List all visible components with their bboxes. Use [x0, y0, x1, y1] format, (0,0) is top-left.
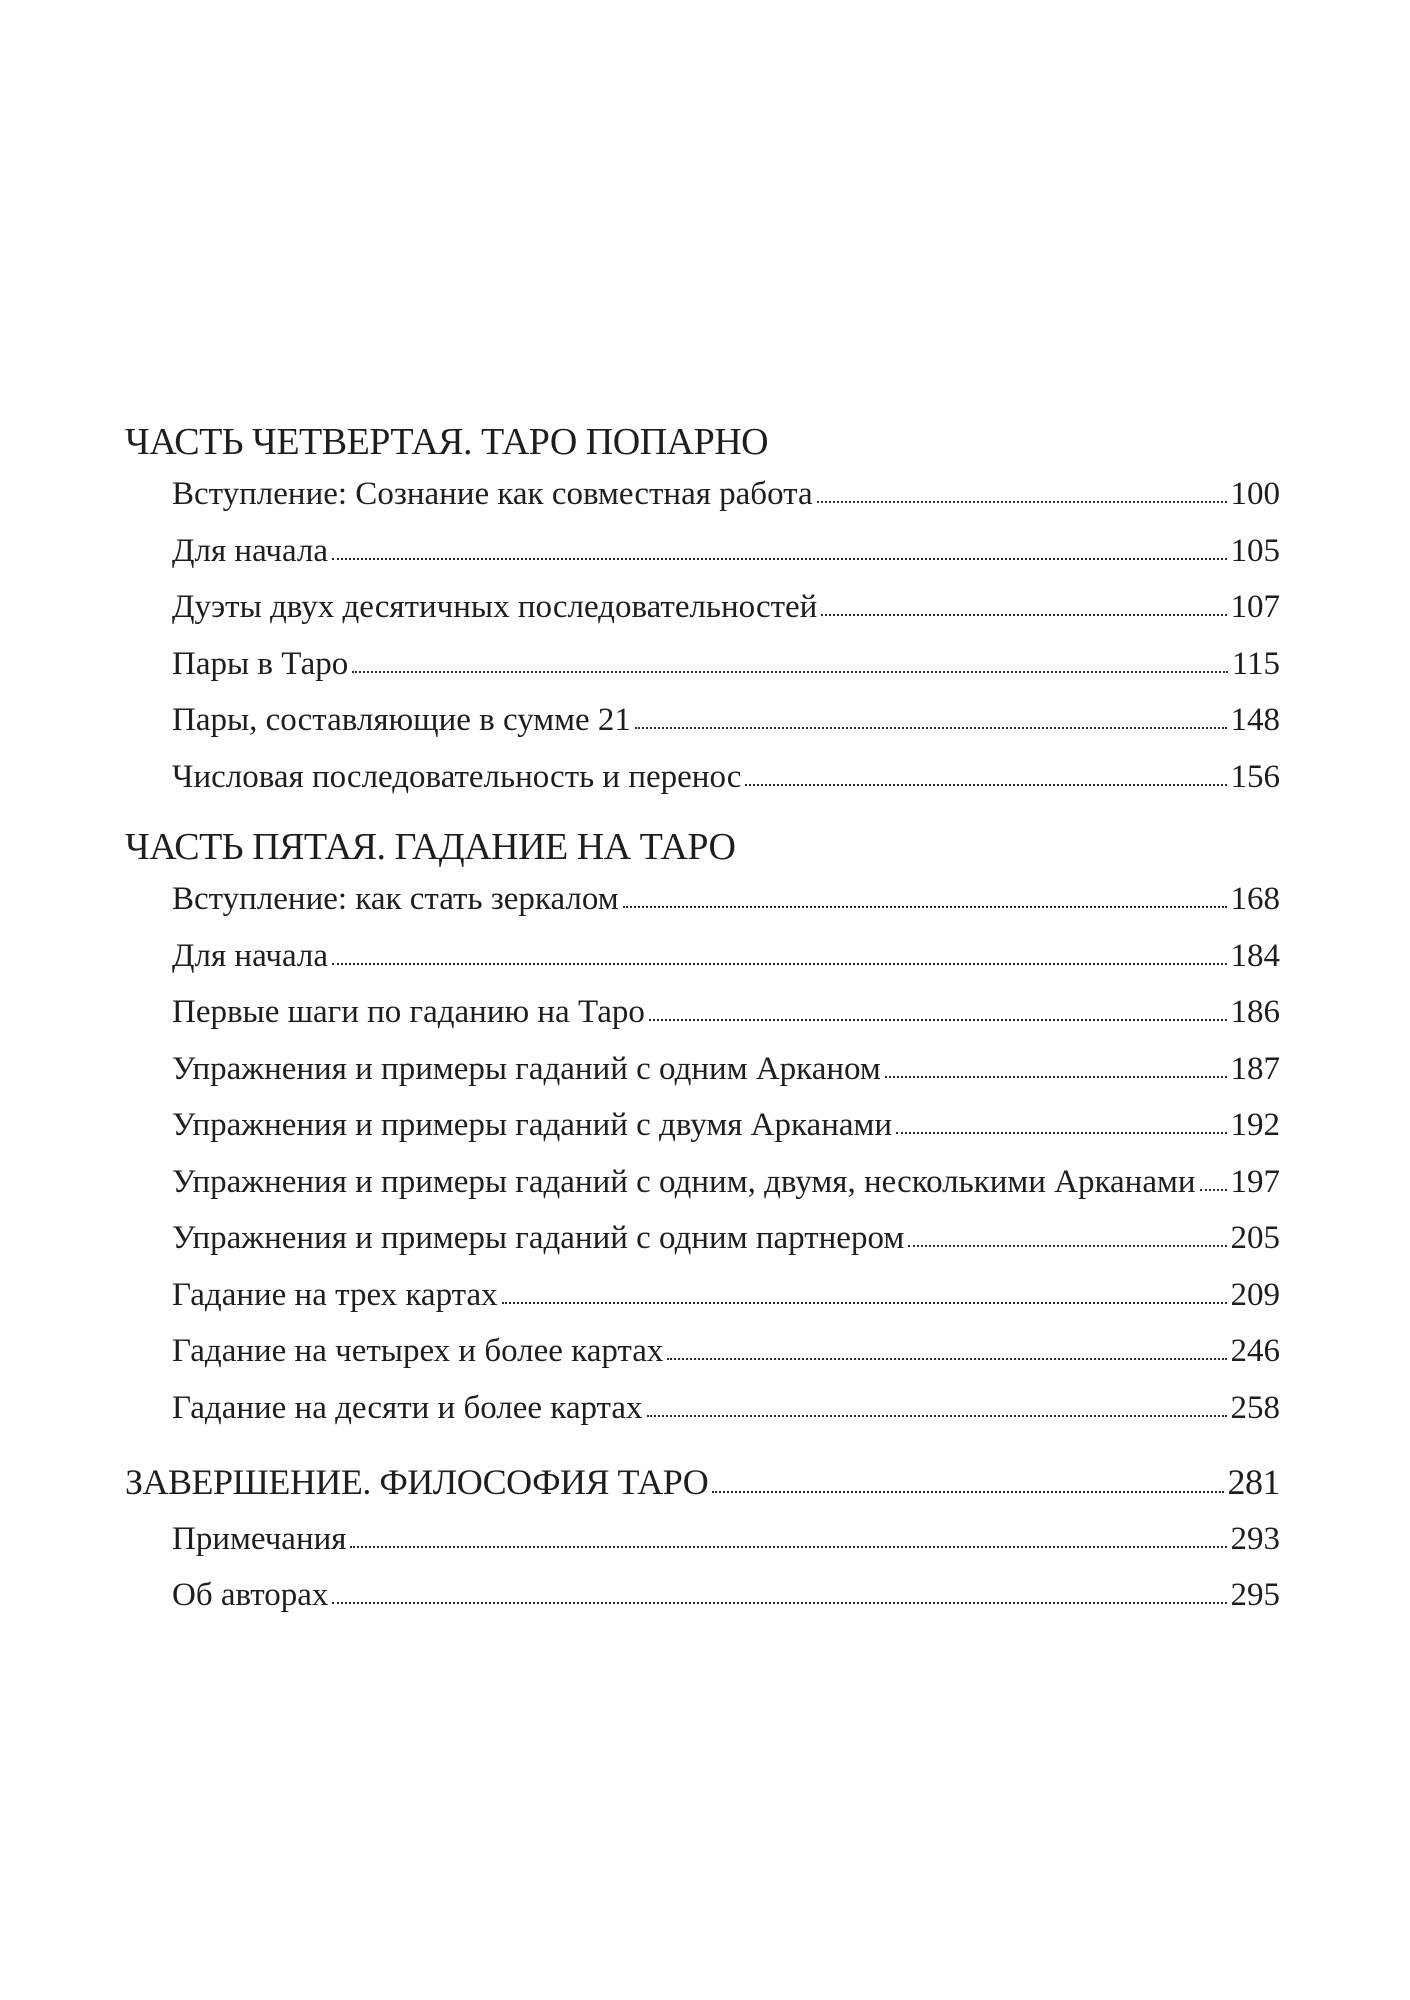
toc-entry — [125, 1154, 1280, 1211]
toc-entry-title: Для начала — [172, 937, 329, 974]
toc-entry-page: 187 — [1230, 1050, 1280, 1087]
toc-entry-title: Гадание на десяти и более картах — [172, 1389, 643, 1426]
dot-leader — [908, 1245, 1226, 1247]
toc-entry — [125, 523, 1280, 580]
dot-leader — [649, 1019, 1227, 1021]
toc-entry — [125, 928, 1280, 985]
toc-entry-title: Вступление: Сознание как совместная работа — [172, 476, 813, 512]
toc-entry-page: 209 — [1230, 1276, 1280, 1313]
toc-entry — [125, 1380, 1280, 1437]
toc-part-five — [125, 823, 1280, 1436]
part-heading: ЧАСТЬ ПЯТАЯ. ГАДАНИЕ НА ТАРО — [125, 826, 736, 868]
toc-entry-page: 156 — [1230, 758, 1280, 795]
toc-entry — [125, 1323, 1280, 1380]
toc-entry-page: 100 — [1230, 476, 1280, 512]
toc-entry-page: 205 — [1230, 1220, 1280, 1256]
toc-entry — [125, 1041, 1280, 1098]
dot-leader — [350, 1546, 1226, 1548]
dot-leader — [635, 727, 1227, 729]
dot-leader — [352, 671, 1228, 673]
toc-entry — [125, 636, 1280, 693]
toc-entry — [125, 984, 1280, 1041]
toc-entry — [125, 1567, 1280, 1624]
toc-entry-title: Для начала — [172, 532, 329, 569]
dot-leader — [667, 1358, 1226, 1360]
toc-entry-title: Упражнения и примеры гаданий с одним Арканом — [172, 1050, 881, 1087]
toc-entry — [125, 1267, 1280, 1324]
toc-entry-title: Об авторах — [172, 1577, 329, 1613]
toc-entry — [125, 579, 1280, 636]
toc-entry-title: ЗАВЕРШЕНИЕ. ФИЛОСОФИЯ ТАРО — [125, 1462, 709, 1502]
toc-entry-page: 192 — [1230, 1107, 1280, 1143]
dot-leader — [332, 963, 1226, 965]
toc-entry-title: Пары в Таро — [172, 645, 349, 682]
table-of-contents — [125, 418, 1280, 1624]
part-heading: ЧАСТЬ ЧЕТВЕРТАЯ. ТАРО ПОПАРНО — [125, 421, 769, 463]
toc-entry-title: Упражнения и примеры гаданий с двумя Арканами — [172, 1107, 893, 1143]
toc-entry-page: 105 — [1230, 532, 1280, 569]
toc-entry-page: 186 — [1230, 994, 1280, 1030]
dot-leader — [623, 906, 1227, 908]
toc-entry-conclusion — [125, 1454, 1280, 1511]
toc-entry-title: Пары, составляющие в сумме 21 — [172, 702, 631, 738]
toc-entry — [125, 1511, 1280, 1568]
dot-leader — [647, 1415, 1227, 1417]
dot-leader — [885, 1076, 1227, 1078]
dot-leader — [1200, 1189, 1227, 1191]
toc-entry — [125, 749, 1280, 806]
dot-leader — [821, 614, 1226, 616]
dot-leader — [745, 784, 1226, 786]
toc-entry-title: Числовая последовательность и перенос — [172, 758, 742, 795]
toc-entry-title: Вступление: как стать зеркалом — [172, 881, 619, 917]
dot-leader — [712, 1491, 1223, 1493]
toc-entry-page: 107 — [1230, 589, 1280, 625]
toc-entry-title: Примечания — [172, 1520, 347, 1557]
toc-entry-page: 168 — [1230, 881, 1280, 917]
toc-entry — [125, 1210, 1280, 1267]
toc-entry-title: Первые шаги по гаданию на Таро — [172, 994, 645, 1030]
dot-leader — [896, 1132, 1226, 1134]
toc-entry-title: Гадание на четырех и более картах — [172, 1333, 664, 1369]
toc-entry-page: 295 — [1230, 1577, 1280, 1613]
toc-conclusion — [125, 1454, 1280, 1624]
toc-part-four — [125, 418, 1280, 805]
toc-entry-page: 281 — [1227, 1462, 1280, 1502]
toc-entry — [125, 692, 1280, 749]
toc-entry-title: Гадание на трех картах — [172, 1276, 498, 1313]
toc-entry — [125, 1097, 1280, 1154]
dot-leader — [332, 558, 1226, 560]
toc-entry-page: 115 — [1231, 645, 1280, 682]
toc-entry-page: 148 — [1230, 702, 1280, 738]
toc-entry — [125, 871, 1280, 928]
toc-entry-title: Упражнения и примеры гаданий с одним партнером — [172, 1220, 905, 1256]
toc-entry-page: 293 — [1230, 1520, 1280, 1557]
dot-leader — [817, 501, 1227, 503]
dot-leader — [332, 1602, 1226, 1604]
toc-entry-page: 258 — [1230, 1389, 1280, 1426]
toc-entry-page: 184 — [1230, 937, 1280, 974]
toc-entry-title: Упражнения и примеры гаданий с одним, двумя, несколькими Арканами — [172, 1163, 1196, 1200]
toc-entry-page: 246 — [1230, 1333, 1280, 1369]
toc-entry-title: Дуэты двух десятичных последовательностей — [172, 589, 818, 625]
dot-leader — [502, 1302, 1227, 1304]
toc-entry — [125, 466, 1280, 523]
toc-entry-page: 197 — [1230, 1163, 1280, 1200]
